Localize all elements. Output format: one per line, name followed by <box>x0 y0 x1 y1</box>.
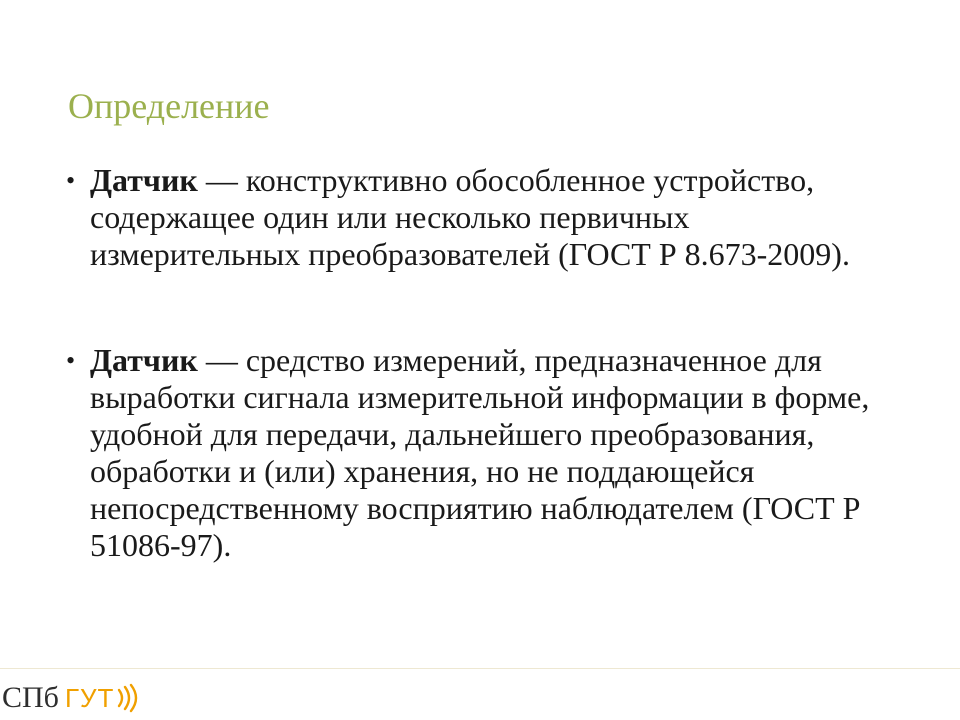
bullet-term: Датчик <box>90 162 198 198</box>
logo-gut-text: ГУТ <box>64 682 115 713</box>
bullet-text: — конструктивно обособленное устройство, содержащее один или несколько первичных измерительных преобразователей (ГОСТ Р 8.673-2009). <box>90 162 850 272</box>
footer-divider <box>0 668 960 669</box>
bullet-list <box>66 162 906 564</box>
bullet-dot-icon: • <box>66 166 76 195</box>
logo-spb-text: СПб <box>2 681 59 714</box>
bullet-dot-icon: • <box>66 346 76 375</box>
bullet-text: — средство измерений, предназначенное для выработки сигнала измерительной информации в форме, удобной для передачи, дальнейшего преобразования, обработки и (или) хранения, но не поддающейся непосредственному восприятию наблюдателем (ГОСТ Р 51086-97). <box>90 342 870 563</box>
bullet-term: Датчик <box>90 342 198 378</box>
bullet-item-1 <box>66 162 906 273</box>
signal-waves-icon <box>115 683 141 713</box>
bullet-item-2 <box>66 342 906 564</box>
slide-title: Определение <box>68 86 270 126</box>
logo <box>2 680 141 716</box>
